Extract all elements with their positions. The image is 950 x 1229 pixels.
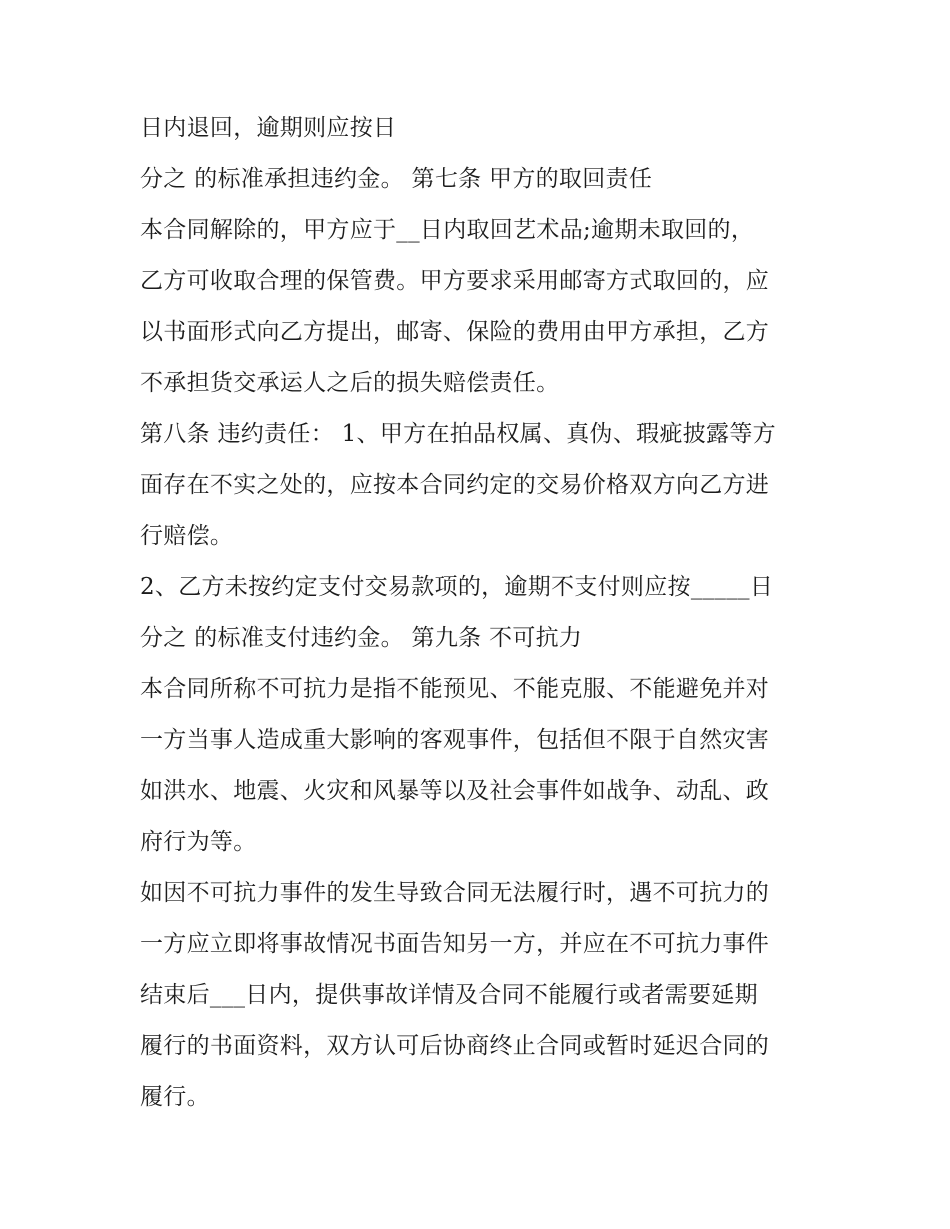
text-line: 分之 的标准承担违约金。 第七条 甲方的取回责任 [140,166,653,192]
text-line: 本合同所称不可抗力是指不能预见、不能克服、不能避免并对 [140,676,770,702]
text-line: 如洪水、地震、火灾和风暴等以及社会事件如战争、动乱、政 [140,778,770,804]
text-line: 第八条 违约责任： 1、甲方在拍品权属、真伪、瑕疵披露等方 [140,421,776,447]
text-line: 履行的书面资料，双方认可后协商终止合同或暂时延迟合同的 [140,1033,770,1059]
text-line: 结束后___日内，提供事故详情及合同不能履行或者需要延期 [140,982,758,1008]
text-line: 行赔偿。 [140,523,234,549]
text-line: 本合同解除的，甲方应于__日内取回艺术品;逾期未取回的， [140,217,755,243]
text-line: 如因不可抗力事件的发生导致合同无法履行时，遇不可抗力的 [140,880,770,906]
text-line: 面存在不实之处的，应按本合同约定的交易价格双方向乙方进 [140,472,770,498]
text-line: 2、乙方未按约定支付交易款项的，逾期不支付则应按_____日 [140,574,774,600]
text-line: 分之 的标准支付违约金。 第九条 不可抗力 [140,625,583,651]
text-line: 一方当事人造成重大影响的客观事件，包括但不限于自然灾害 [140,727,770,753]
contract-text [140,108,820,1128]
text-line: 以书面形式向乙方提出，邮寄、保险的费用由甲方承担，乙方 [140,319,770,345]
text-line: 不承担货交承运人之后的损失赔偿责任。 [140,370,560,396]
text-line: 履行。 [140,1084,210,1110]
text-line: 一方应立即将事故情况书面告知另一方，并应在不可抗力事件 [140,931,770,957]
text-line: 府行为等。 [140,829,257,855]
text-line: 日内退回，逾期则应按日 [140,115,397,141]
text-line: 乙方可收取合理的保管费。甲方要求采用邮寄方式取回的，应 [140,268,770,294]
